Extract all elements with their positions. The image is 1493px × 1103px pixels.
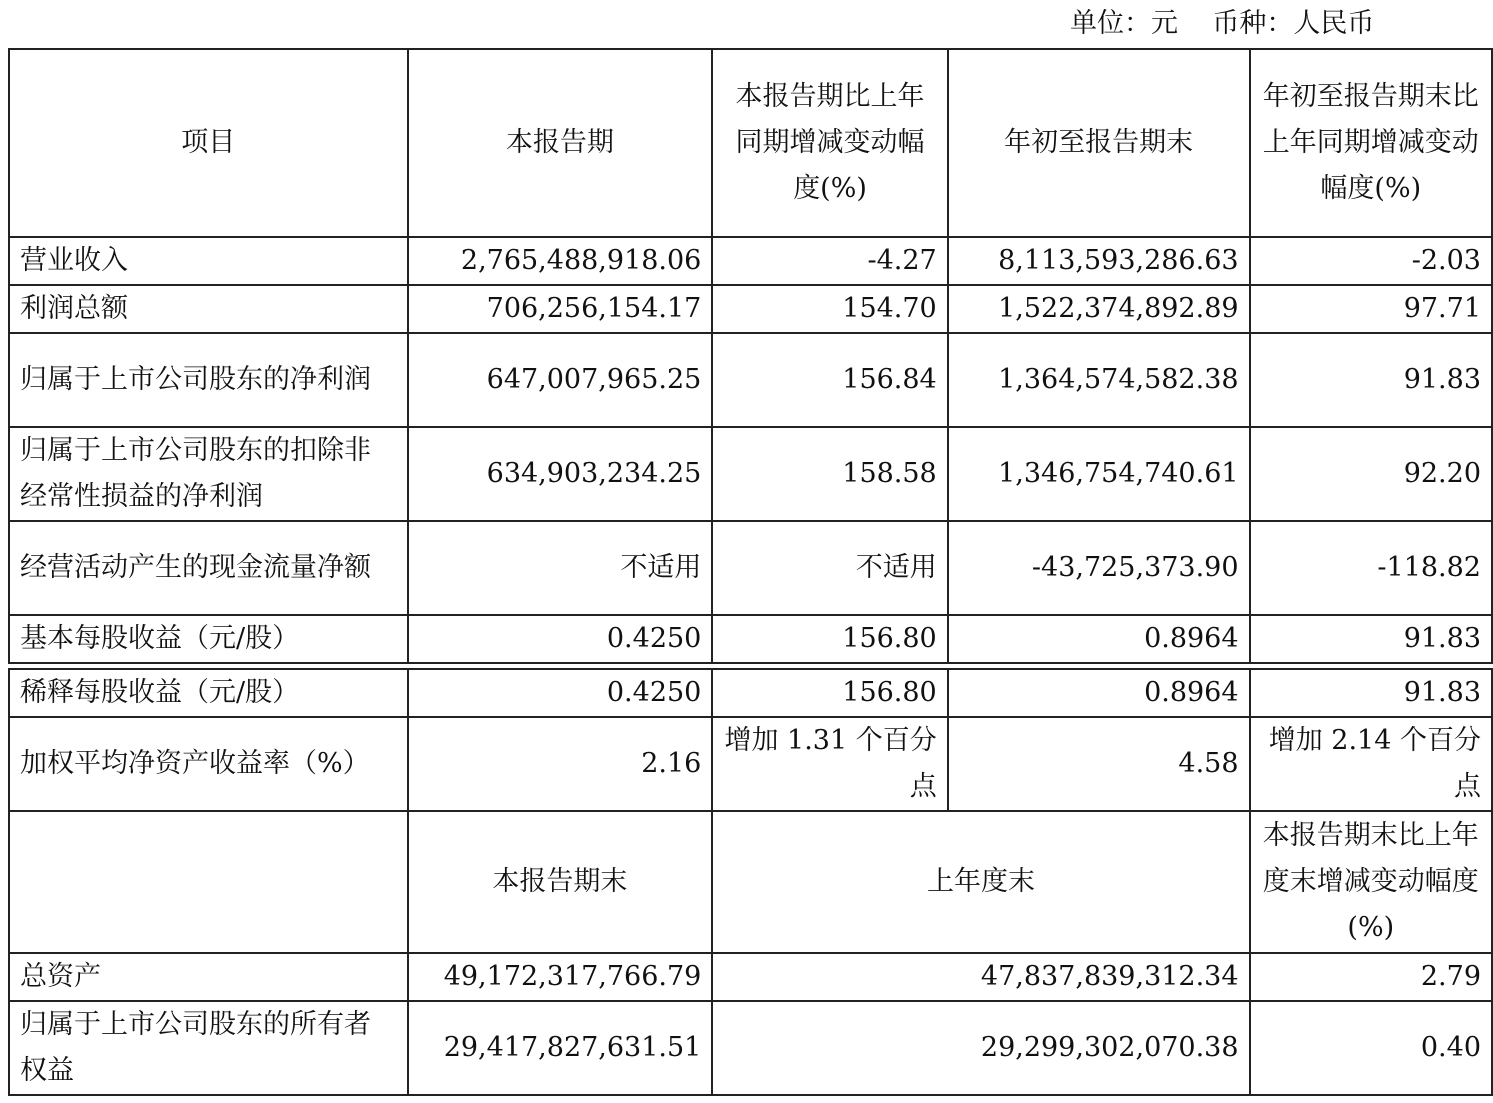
- row-item: 基本每股收益（元/股）: [9, 615, 408, 663]
- table-row: [9, 669, 1492, 717]
- row-item: 经营活动产生的现金流量净额: [9, 521, 408, 615]
- row-ytd: 0.8964: [948, 615, 1250, 663]
- row-current-change: -4.27: [712, 237, 947, 285]
- balance-header-period-end: 本报告期末: [408, 811, 713, 953]
- unit-currency-note: 单位：元 币种：人民币: [1070, 8, 1375, 39]
- row-current: 2,765,488,918.06: [408, 237, 713, 285]
- row-ytd: 1,522,374,892.89: [948, 285, 1250, 333]
- row-current: 634,903,234.25: [408, 427, 713, 521]
- table-row: [9, 953, 1492, 1001]
- row-ytd: -43,725,373.90: [948, 521, 1250, 615]
- row-prior-year-end: 47,837,839,312.34: [712, 953, 1249, 1001]
- row-current: 不适用: [408, 521, 713, 615]
- row-current: 0.4250: [408, 669, 713, 717]
- row-current: 2.16: [408, 717, 713, 811]
- header-row: [9, 49, 1492, 237]
- table-row: [9, 615, 1492, 663]
- table-row: [9, 427, 1492, 521]
- row-item: 加权平均净资产收益率（%）: [9, 717, 408, 811]
- row-current-change: 156.84: [712, 333, 947, 427]
- balance-header-row: [9, 811, 1492, 953]
- row-item: 总资产: [9, 953, 408, 1001]
- table-row: [9, 285, 1492, 333]
- row-item: 稀释每股收益（元/股）: [9, 669, 408, 717]
- header-current-period: 本报告期: [408, 49, 713, 237]
- row-item: 归属于上市公司股东的净利润: [9, 333, 408, 427]
- row-change: 2.79: [1250, 953, 1492, 1001]
- row-item: 归属于上市公司股东的扣除非经常性损益的净利润: [9, 427, 408, 521]
- balance-header-change: 本报告期末比上年度末增减变动幅度(%): [1250, 811, 1492, 953]
- row-ytd: 0.8964: [948, 669, 1250, 717]
- header-ytd-change: 年初至报告期末比上年同期增减变动幅度(%): [1250, 49, 1492, 237]
- table-row: [9, 333, 1492, 427]
- row-ytd: 1,364,574,582.38: [948, 333, 1250, 427]
- row-ytd-change: 97.71: [1250, 285, 1492, 333]
- row-current-change: 154.70: [712, 285, 947, 333]
- row-current: 706,256,154.17: [408, 285, 713, 333]
- balance-header-prior-year-end: 上年度末: [712, 811, 1249, 953]
- row-current-change: 156.80: [712, 669, 947, 717]
- row-prior-year-end: 29,299,302,070.38: [712, 1001, 1249, 1095]
- row-ytd-change: -118.82: [1250, 521, 1492, 615]
- table-row: [9, 1001, 1492, 1095]
- row-period-end: 29,417,827,631.51: [408, 1001, 713, 1095]
- row-ytd-change: 91.83: [1250, 669, 1492, 717]
- row-current: 647,007,965.25: [408, 333, 713, 427]
- table-row: [9, 717, 1492, 811]
- table-row: [9, 237, 1492, 285]
- row-ytd-change: -2.03: [1250, 237, 1492, 285]
- header-current-change: 本报告期比上年同期增减变动幅度(%): [712, 49, 947, 237]
- row-ytd: 1,346,754,740.61: [948, 427, 1250, 521]
- row-change: 0.40: [1250, 1001, 1492, 1095]
- row-ytd-change: 增加 2.14 个百分点: [1250, 717, 1492, 811]
- row-current: 0.4250: [408, 615, 713, 663]
- financial-data-table: [8, 48, 1493, 1096]
- row-ytd-change: 91.83: [1250, 333, 1492, 427]
- header-item: 项目: [9, 49, 408, 237]
- row-ytd-change: 92.20: [1250, 427, 1492, 521]
- balance-header-item: [9, 811, 408, 953]
- row-ytd: 8,113,593,286.63: [948, 237, 1250, 285]
- row-current-change: 156.80: [712, 615, 947, 663]
- row-period-end: 49,172,317,766.79: [408, 953, 713, 1001]
- header-ytd: 年初至报告期末: [948, 49, 1250, 237]
- row-ytd: 4.58: [948, 717, 1250, 811]
- table-row: [9, 521, 1492, 615]
- row-item: 营业收入: [9, 237, 408, 285]
- row-current-change: 增加 1.31 个百分点: [712, 717, 947, 811]
- row-item: 归属于上市公司股东的所有者权益: [9, 1001, 408, 1095]
- row-item: 利润总额: [9, 285, 408, 333]
- row-current-change: 158.58: [712, 427, 947, 521]
- row-current-change: 不适用: [712, 521, 947, 615]
- row-ytd-change: 91.83: [1250, 615, 1492, 663]
